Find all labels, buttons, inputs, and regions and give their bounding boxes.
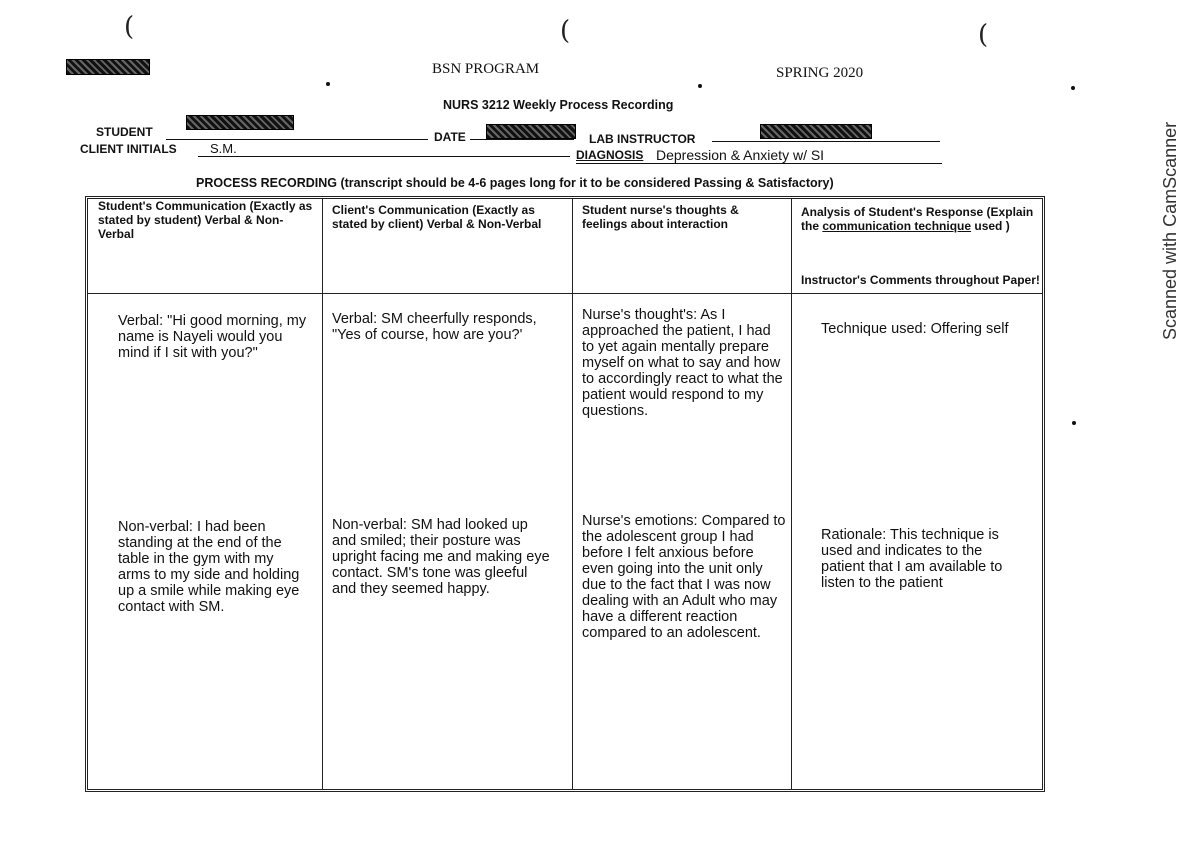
scan-mark-paren-right: (: [978, 20, 989, 50]
row1-analysis: Technique used: Offering self: [821, 321, 1009, 337]
column-divider: [791, 199, 792, 789]
column-divider: [572, 199, 573, 789]
program-title: BSN PROGRAM: [432, 61, 540, 77]
column-header-student: Student's Communication (Exactly as stated by student) Verbal & Non-Verbal: [98, 199, 313, 241]
term-label: SPRING 2020: [776, 65, 864, 81]
student-underline: [166, 139, 428, 140]
scan-mark-paren-left: (: [124, 12, 135, 42]
column-header-thoughts: Student nurse's thoughts & feelings about interaction: [582, 203, 739, 231]
column-header-analysis: [801, 205, 1041, 233]
client-initials-value: S.M.: [210, 141, 237, 156]
date-redaction: [486, 124, 576, 139]
camscanner-watermark: Scanned with CamScanner: [1160, 121, 1180, 340]
process-recording-table: [85, 196, 1045, 792]
redaction-block: [66, 59, 150, 75]
diagnosis-value: Depression & Anxiety w/ SI: [656, 147, 825, 163]
row2-student-communication: Non-verbal: I had been standing at the end of the table in the gym with my arms to my side and holding up a smile while making eye contact with SM.: [118, 519, 300, 615]
row1-student-communication: Verbal: "Hi good morning, my name is Nayeli would you mind if I sit with you?": [118, 313, 307, 361]
client-initials-underline: [198, 156, 570, 157]
course-title: NURS 3212 Weekly Process Recording: [443, 98, 674, 112]
process-recording-title: PROCESS RECORDING (transcript should be 4-6 pages long for it to be considered Passing & Satisfactory): [196, 176, 834, 190]
diagnosis-label: DIAGNOSIS: [576, 148, 644, 162]
client-initials-label: CLIENT INITIALS: [80, 142, 177, 156]
lab-instructor-underline: [712, 141, 940, 142]
analysis-header-text: Analysis of Student's Response (Explain the communication technique used ): [801, 205, 1034, 233]
column-header-client: Client's Communication (Exactly as stated by client) Verbal & Non-Verbal: [332, 203, 542, 231]
row2-client-communication: Non-verbal: SM had looked up and smiled; their posture was upright facing me and making eye contact. SM's tone was gleeful and they seemed happy.: [332, 517, 550, 597]
scan-mark-paren-center: (: [560, 16, 571, 46]
scan-dot: [326, 82, 330, 86]
communication-technique-underline: communication technique: [822, 219, 972, 233]
student-label: STUDENT: [96, 125, 153, 139]
date-underline: [470, 139, 574, 140]
scan-dot: [698, 84, 702, 88]
scan-dot: [1071, 86, 1075, 90]
column-divider: [322, 199, 323, 789]
scan-dot: [1072, 421, 1076, 425]
row1-nurse-thoughts: Nurse's thought's: As I approached the patient, I had to yet again mentally prepare myself on what to say and how to accordingly react to what the patient would respond to my questions.: [582, 307, 783, 419]
lab-instructor-label: LAB INSTRUCTOR: [589, 132, 696, 146]
lab-instructor-redaction: [760, 124, 872, 139]
row2-nurse-thoughts: Nurse's emotions: Compared to the adolescent group I had before I felt anxious before even going into the unit only due to the fact that I was now dealing with an Adult who may have a different reaction compared to an adolescent.: [582, 513, 786, 641]
date-label: DATE: [434, 130, 466, 144]
header-divider: [88, 293, 1042, 294]
row2-analysis: Rationale: This technique is used and indicates to the patient that I am available to listen to the patient: [821, 527, 1003, 591]
row1-client-communication: Verbal: SM cheerfully responds, "Yes of course, how are you?': [332, 311, 537, 343]
diagnosis-underline: [576, 163, 942, 164]
instructor-comments-note: Instructor's Comments throughout Paper!: [801, 273, 1040, 287]
student-name-redaction: [186, 115, 294, 130]
